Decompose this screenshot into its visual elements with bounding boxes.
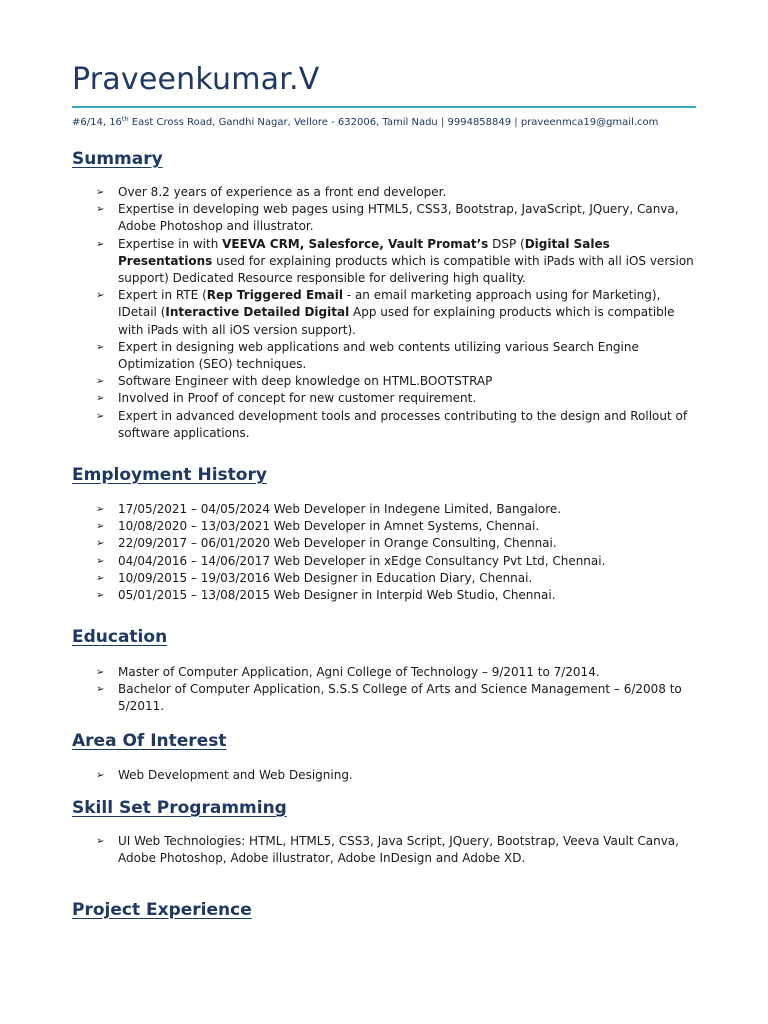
list-item xyxy=(96,664,696,681)
item-text: 10/09/2015 – 19/03/2016 Web Designer in Education Diary, Chennai. xyxy=(118,570,533,585)
list-item xyxy=(96,501,696,518)
summary-list xyxy=(96,184,696,442)
item-text: Expertise in developing web pages using HTML5, CSS3, Bootstrap, JavaScript, JQuery, Canva, Adobe Photoshop and illustrator. xyxy=(118,202,679,234)
skills-heading: Skill Set Programming xyxy=(72,798,287,818)
item-text: 17/05/2021 – 04/05/2024 Web Developer in Indegene Limited, Bangalore. xyxy=(118,502,562,516)
arrow-bullet-icon: ➢ xyxy=(96,290,105,302)
bold-text: VEEVA CRM, Salesforce, Vault Promat’s xyxy=(222,236,489,251)
item-text: DSP ( xyxy=(488,236,525,251)
bold-text: Digital Sales Presentations xyxy=(118,236,610,268)
skills-list xyxy=(96,833,696,867)
arrow-bullet-icon: ➢ xyxy=(96,204,105,216)
arrow-bullet-icon: ➢ xyxy=(96,376,105,388)
arrow-bullet-icon: ➢ xyxy=(96,393,105,405)
employment-heading: Employment History xyxy=(72,465,267,485)
list-item xyxy=(96,767,696,784)
list-item xyxy=(96,339,696,373)
item-text: Over 8.2 years of experience as a front end developer. xyxy=(118,185,447,199)
summary-heading: Summary xyxy=(72,149,163,169)
list-item xyxy=(96,201,696,235)
list-item xyxy=(96,833,696,867)
header-divider xyxy=(72,106,696,108)
arrow-bullet-icon: ➢ xyxy=(96,590,105,602)
contact-address-number: #6/14, 16 xyxy=(72,117,122,128)
arrow-bullet-icon: ➢ xyxy=(96,504,105,515)
list-item xyxy=(96,518,696,535)
list-item xyxy=(96,570,696,587)
item-text: Web Development and Web Designing. xyxy=(118,768,353,782)
contact-line xyxy=(72,115,658,128)
item-text: Expert in advanced development tools and processes contributing to the design and Rollout of software applications. xyxy=(118,408,688,440)
arrow-bullet-icon: ➢ xyxy=(96,187,105,198)
bold-text: Rep Triggered Email xyxy=(206,288,343,303)
arrow-bullet-icon: ➢ xyxy=(96,667,105,678)
item-text: Expert in RTE ( xyxy=(118,288,207,303)
item-text: 05/01/2015 – 13/08/2015 Web Designer in Interpid Web Studio, Chennai. xyxy=(118,588,556,603)
interest-heading: Area Of Interest xyxy=(72,731,227,751)
education-list xyxy=(96,664,696,716)
item-text: UI Web Technologies: HTML, HTML5, CSS3, Java Script, JQuery, Bootstrap, Veeva Vault Canva, Adobe Photoshop, Adobe illustrator, Adobe InDesign and Adobe XD. xyxy=(118,834,679,866)
item-text: Involved in Proof of concept for new customer requirement. xyxy=(118,391,477,406)
arrow-bullet-icon: ➢ xyxy=(96,555,105,567)
projects-heading: Project Experience xyxy=(72,900,252,920)
candidate-name: Praveenkumar.V xyxy=(72,62,320,97)
item-text: App used for explaining products which is compatible with iPads with all iOS version support). xyxy=(118,305,675,337)
list-item xyxy=(96,287,696,339)
list-item xyxy=(96,587,696,604)
item-text: 22/09/2017 – 06/01/2020 Web Developer in Orange Consulting, Chennai. xyxy=(118,536,557,551)
item-text: Software Engineer with deep knowledge on HTML.BOOTSTRAP xyxy=(118,374,493,389)
list-item xyxy=(96,553,696,570)
arrow-bullet-icon: ➢ xyxy=(96,238,105,250)
contact-details: East Cross Road, Gandhi Nagar, Vellore - 632006, Tamil Nadu | 9994858849 | praveenmca19@gmail.com xyxy=(128,117,659,128)
item-text: - an email marketing approach using for Marketing), IDetail ( xyxy=(118,288,661,320)
arrow-bullet-icon: ➢ xyxy=(96,572,105,584)
arrow-bullet-icon: ➢ xyxy=(96,836,105,847)
list-item xyxy=(96,408,696,442)
list-item xyxy=(96,535,696,552)
employment-list xyxy=(96,501,696,604)
arrow-bullet-icon: ➢ xyxy=(96,521,105,533)
arrow-bullet-icon: ➢ xyxy=(96,770,105,781)
item-text: Bachelor of Computer Application, S.S.S College of Arts and Science Management – 6/2008 to 5/2011. xyxy=(118,682,682,714)
education-heading: Education xyxy=(72,627,168,647)
contact-ordinal-suffix: th xyxy=(121,115,129,123)
item-text: Expertise in with xyxy=(118,236,223,251)
arrow-bullet-icon: ➢ xyxy=(96,341,105,353)
arrow-bullet-icon: ➢ xyxy=(96,538,105,550)
item-text: Expert in designing web applications and web contents utilizing various Search Engine Optimization (SEO) techniques. xyxy=(118,339,639,372)
item-text: 10/08/2020 – 13/03/2021 Web Developer in Amnet Systems, Chennai. xyxy=(118,519,540,534)
interest-list xyxy=(96,767,696,784)
item-text: used for explaining products which is compatible with iPads with all iOS version support) Dedicated Resource responsible for delivering high quality. xyxy=(118,253,694,286)
list-item xyxy=(96,390,696,407)
item-text: 04/04/2016 – 14/06/2017 Web Developer in xEdge Consultancy Pvt Ltd, Chennai. xyxy=(118,553,606,568)
list-item xyxy=(96,236,696,288)
arrow-bullet-icon: ➢ xyxy=(96,684,105,696)
bold-text: Interactive Detailed Digital xyxy=(165,305,350,320)
list-item xyxy=(96,373,696,390)
arrow-bullet-icon: ➢ xyxy=(96,410,105,422)
list-item xyxy=(96,184,696,201)
item-text: Master of Computer Application, Agni College of Technology – 9/2011 to 7/2014. xyxy=(118,665,600,679)
list-item xyxy=(96,681,696,715)
